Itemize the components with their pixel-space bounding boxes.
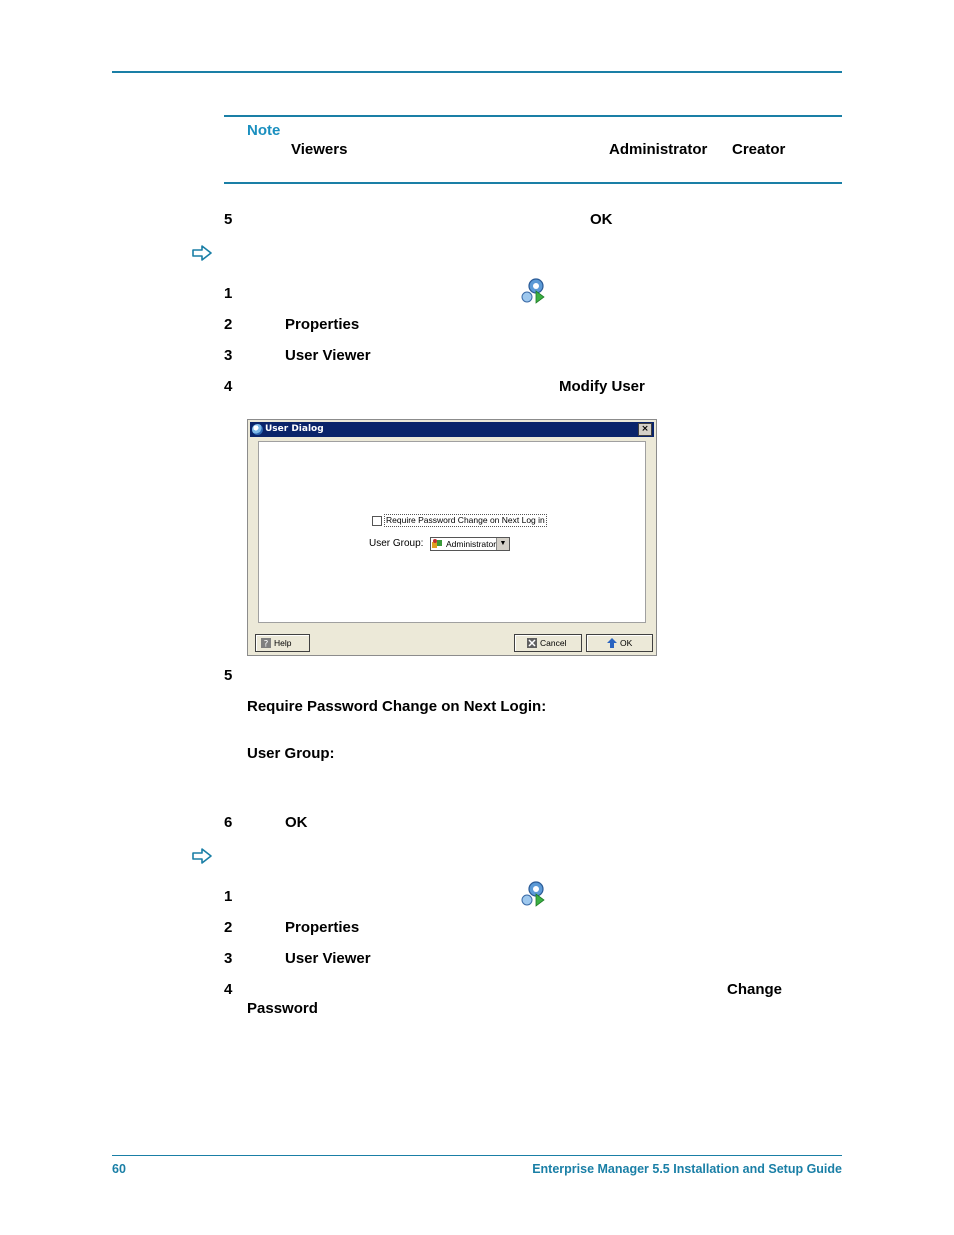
- field-require-password: Require Password Change on Next Login:: [247, 698, 547, 715]
- user-group-select[interactable]: [430, 537, 510, 551]
- step-number: 2: [224, 316, 233, 333]
- arrow-right-icon: [191, 847, 213, 865]
- close-icon[interactable]: ×: [638, 423, 652, 436]
- step-number: 4: [224, 981, 233, 998]
- guide-title: Enterprise Manager 5.5 Installation and Setup Guide: [532, 1162, 842, 1176]
- step-number: 6: [224, 814, 233, 831]
- note-creator: Creator: [732, 141, 786, 158]
- note-title: Note: [247, 122, 281, 139]
- step-number: 3: [224, 347, 233, 364]
- header-rule: [112, 71, 842, 73]
- field-user-group: User Group:: [247, 745, 335, 762]
- step-password: Password: [247, 1000, 318, 1017]
- ok-button[interactable]: OK: [586, 634, 653, 652]
- step-user-viewer: User Viewer: [285, 950, 371, 967]
- chevron-down-icon[interactable]: ▼: [496, 538, 509, 550]
- dialog-panel: [258, 441, 646, 623]
- step-number: 5: [224, 667, 233, 684]
- group-icon: [432, 539, 443, 549]
- step-properties: Properties: [285, 919, 360, 936]
- dialog-title-bar: [250, 422, 654, 437]
- user-group-value: Administrator: [446, 539, 497, 549]
- step-number: 1: [224, 888, 233, 905]
- require-password-label[interactable]: Require Password Change on Next Log in: [386, 515, 545, 525]
- step-number: 3: [224, 950, 233, 967]
- user-group-label: User Group:: [369, 538, 424, 549]
- help-button[interactable]: ? Help: [255, 634, 310, 652]
- require-password-checkbox[interactable]: [372, 516, 382, 526]
- step-change: Change: [727, 981, 783, 998]
- note-top-rule: [224, 115, 842, 117]
- arrow-up-icon: [607, 638, 617, 648]
- footer-rule: [112, 1155, 842, 1156]
- step-number: 5: [224, 211, 233, 228]
- step-properties: Properties: [285, 316, 360, 333]
- user-gear-icon: [519, 277, 547, 305]
- step-number: 4: [224, 378, 233, 395]
- step-user-viewer: User Viewer: [285, 347, 371, 364]
- arrow-right-icon: [191, 244, 213, 262]
- cancel-button[interactable]: Cancel: [514, 634, 582, 652]
- step-ok: OK: [285, 814, 308, 831]
- user-dialog: [247, 419, 657, 656]
- app-logo-icon: [252, 424, 263, 435]
- step-ok: OK: [590, 211, 613, 228]
- note-bottom-rule: [224, 182, 842, 184]
- step-number: 1: [224, 285, 233, 302]
- cancel-icon: [527, 638, 537, 648]
- user-gear-icon: [519, 880, 547, 908]
- step-number: 2: [224, 919, 233, 936]
- page-number: 60: [112, 1162, 126, 1176]
- note-viewers: Viewers: [291, 141, 348, 158]
- svg-text:?: ?: [263, 639, 269, 648]
- step-modify-user: Modify User: [559, 378, 645, 395]
- help-icon: [261, 638, 271, 648]
- note-administrator: Administrator: [609, 141, 708, 158]
- dialog-title: User Dialog: [265, 424, 324, 434]
